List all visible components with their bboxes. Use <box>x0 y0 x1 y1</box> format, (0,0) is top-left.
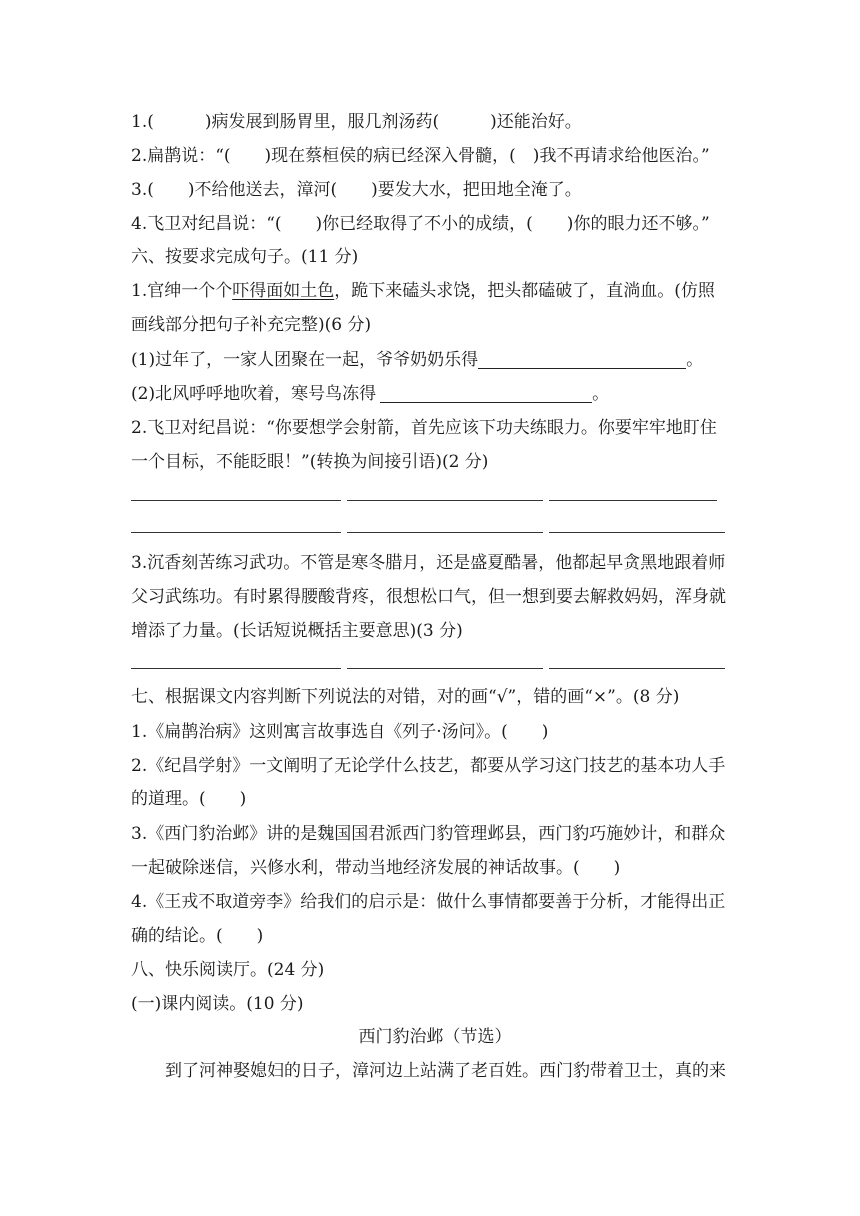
q1-post: ，跪下来磕头求饶，把头都磕破了，直淌血。(仿照 <box>334 281 715 301</box>
section5-item-4: 4.飞卫对纪昌说：“( )你已经取得了不小的成绩，( )你的眼力还不够。” <box>131 214 710 234</box>
q2-answer-line-1b[interactable] <box>347 500 543 501</box>
section7-line-2: 2.《纪昌学射》一文阐明了无论学什么技艺，都要从学习这门技艺的基本功人手 <box>131 756 726 776</box>
section6-q1-sub1 <box>131 349 703 371</box>
section6-q3-line2: 父习武练功。有时累得腰酸背疼，很想松口气，但一想到要去解救妈妈，浑身就 <box>131 587 726 607</box>
q3-answer-line-b[interactable] <box>347 668 543 669</box>
q1-underlined-phrase: 吓得面如土色 <box>232 281 335 301</box>
section5-item-3: 3.( )不给他送去，漳河( )要发大水，把田地全淹了。 <box>131 180 582 200</box>
section6-q2-line1: 2.飞卫对纪昌说：“你要想学会射箭，首先应该下功夫练眼力。你要牢牢地盯住 <box>131 418 717 438</box>
section7-line-1: 1.《扁鹊治病》这则寓言故事选自《列子·汤问》。( ) <box>131 722 549 742</box>
sub1-answer-blank[interactable] <box>478 352 686 369</box>
q1-pre: 1.官绅一个个 <box>131 281 233 301</box>
section5-item-1: 1.( )病发展到肠胃里，服几剂汤药( )还能治好。 <box>131 112 582 132</box>
section7-line-3: 的道理。( ) <box>131 789 247 809</box>
section6-q3-line3: 增添了力量。(长话短说概括主要意思)(3 分) <box>131 621 463 641</box>
section6-q1-line1 <box>131 280 715 302</box>
passage-title: 西门豹治邺（节选） <box>358 1027 512 1047</box>
section7-line-4: 3.《西门豹治邺》讲的是魏国国君派西门豹管理邺县，西门豹巧施妙计，和群众 <box>131 824 726 844</box>
section7-heading: 七、根据课文内容判断下列说法的对错，对的画“√”，错的画“×”。(8 分) <box>131 687 680 707</box>
q2-answer-line-1c[interactable] <box>549 500 717 501</box>
section8-subheading: (一)课内阅读。(10 分) <box>131 994 304 1014</box>
section5-item-2: 2.扁鹊说：“( )现在蔡桓侯的病已经深入骨髓，( )我不再请求给他医治。” <box>131 146 710 166</box>
passage-line-1: 到了河神娶媳妇的日子，漳河边上站满了老百姓。西门豹带着卫士，真的来 <box>165 1061 726 1081</box>
section7-line-5: 一起破除迷信，兴修水利，带动当地经济发展的神话故事。( ) <box>131 858 621 878</box>
section6-q2-line2: 一个目标，不能眨眼！”(转换为间接引语)(2 分) <box>131 452 489 472</box>
q3-answer-line-a[interactable] <box>131 668 341 669</box>
section7-line-7: 确的结论。( ) <box>131 926 264 946</box>
q2-answer-line-2b[interactable] <box>347 532 543 533</box>
sub2-end: 。 <box>592 384 610 404</box>
section6-heading: 六、按要求完成句子。(11 分) <box>131 247 359 267</box>
section6-q1-line2: 画线部分把句子补充完整)(6 分) <box>131 315 372 335</box>
sub1-text: (1)过年了，一家人团聚在一起，爷爷奶奶乐得 <box>131 350 479 370</box>
q2-answer-line-2c[interactable] <box>549 532 725 533</box>
section7-line-6: 4.《王戎不取道旁李》给我们的启示是：做什么事情都要善于分析，才能得出正 <box>131 892 726 912</box>
q2-answer-line-1a[interactable] <box>131 500 341 501</box>
section6-q3-line1: 3.沉香刻苦练习武功。不管是寒冬腊月，还是盛夏酷暑，他都起早贪黑地跟着师 <box>131 553 726 573</box>
q3-answer-line-c[interactable] <box>549 668 725 669</box>
section8-heading: 八、快乐阅读厅。(24 分) <box>131 960 325 980</box>
q2-answer-line-2a[interactable] <box>131 532 341 533</box>
sub2-answer-blank[interactable] <box>380 386 592 403</box>
sub2-text: (2)北风呼呼地吹着，寒号鸟冻得 <box>131 384 377 404</box>
section6-q1-sub2 <box>131 383 609 405</box>
sub1-end: 。 <box>686 350 704 370</box>
